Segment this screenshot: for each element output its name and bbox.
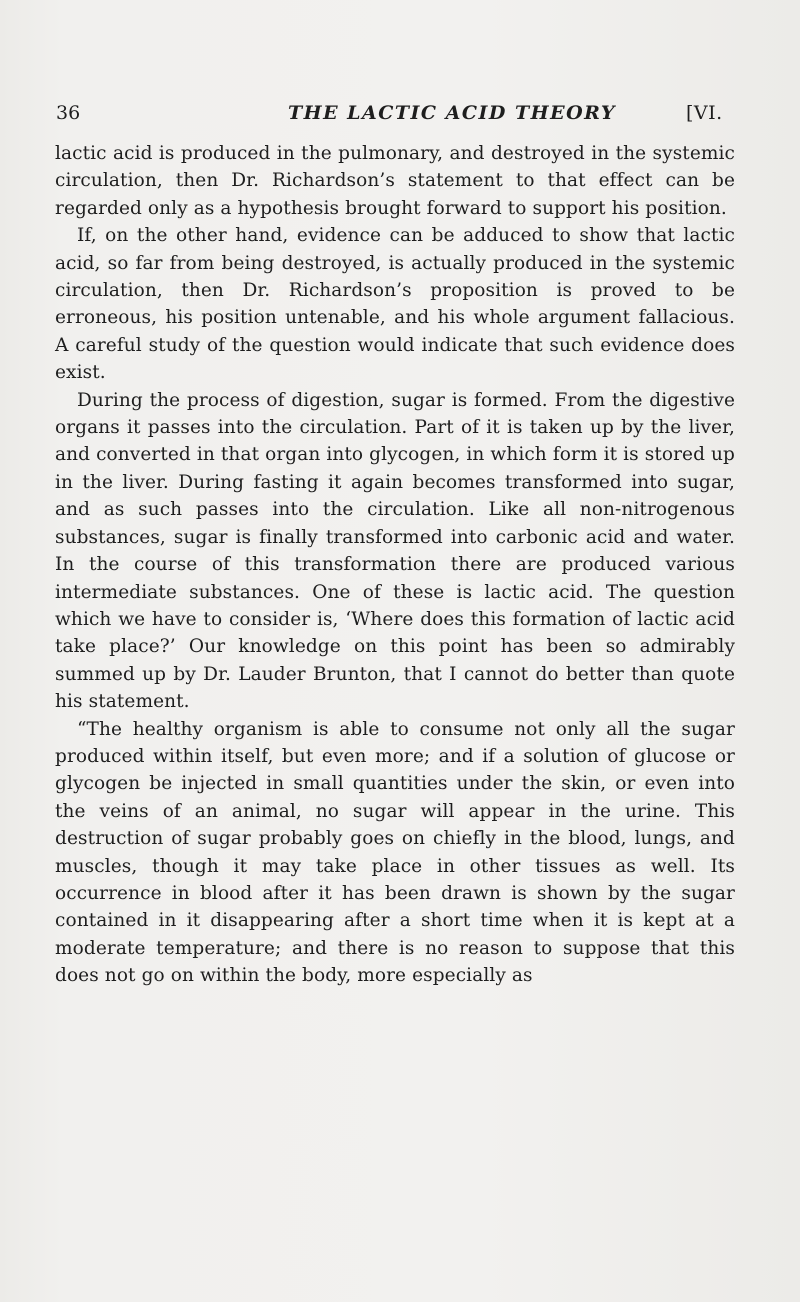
page-number: 36 [56,102,81,124]
running-title: THE LACTIC ACID THEORY [288,102,616,124]
paragraph: If, on the other hand, evidence can be adduced to show that lactic acid, so far from being destroyed, is actually produced in the systemic circulation, then Dr. Richardson’s proposition is proved to be erroneous, his position untenable, and his whole argument fallacious. A careful study of the question would indicate that such evidence does exist. [55,225,735,384]
paragraph-continuation: lactic acid is produced in the pulmonary, and destroyed in the systemic circulation, then Dr. Richardson’s statement to that effect can be regarded only as a hypothesis brought forward to support his position. [55,143,735,219]
paragraph-quotation: “The healthy organism is able to consume not only all the sugar produced within itself, but even more; and if a solution of glucose or glycogen be injected in small quantities under the skin, or even into the veins of an animal, no sugar will appear in the urine. This destruction of sugar probably goes on chiefly in the blood, lungs, and muscles, though it may take place in other tissues as well. Its occurrence in blood after it has been drawn is shown by the sugar contained in it disappearing after a short time when it is kept at a moderate temperature; and there is no reason to suppose that this does not go on within the body, more especially as [55,718,735,987]
paragraph: During the process of digestion, sugar is formed. From the digestive organs it passes into the circulation. Part of it is taken up by the liver, and converted in that organ into glycogen, in which form it is stored up in the liver. During fasting it again becomes transformed into sugar, and as such passes into the circulation. Like all non-nitrogenous substances, sugar is finally transformed into carbonic acid and water. In the course of this transformation there are produced various intermediate substances. One of these is lactic acid. The question which we have to consider is, ‘Where does this formation of lactic acid take place?’ Our knowledge on this point has been so admirably summed up by Dr. Lauder Brunton, that I cannot do better than quote his statement. [55,389,735,713]
page-header [40,102,780,138]
section-mark: [VI. [686,102,723,124]
body-text [55,140,735,990]
